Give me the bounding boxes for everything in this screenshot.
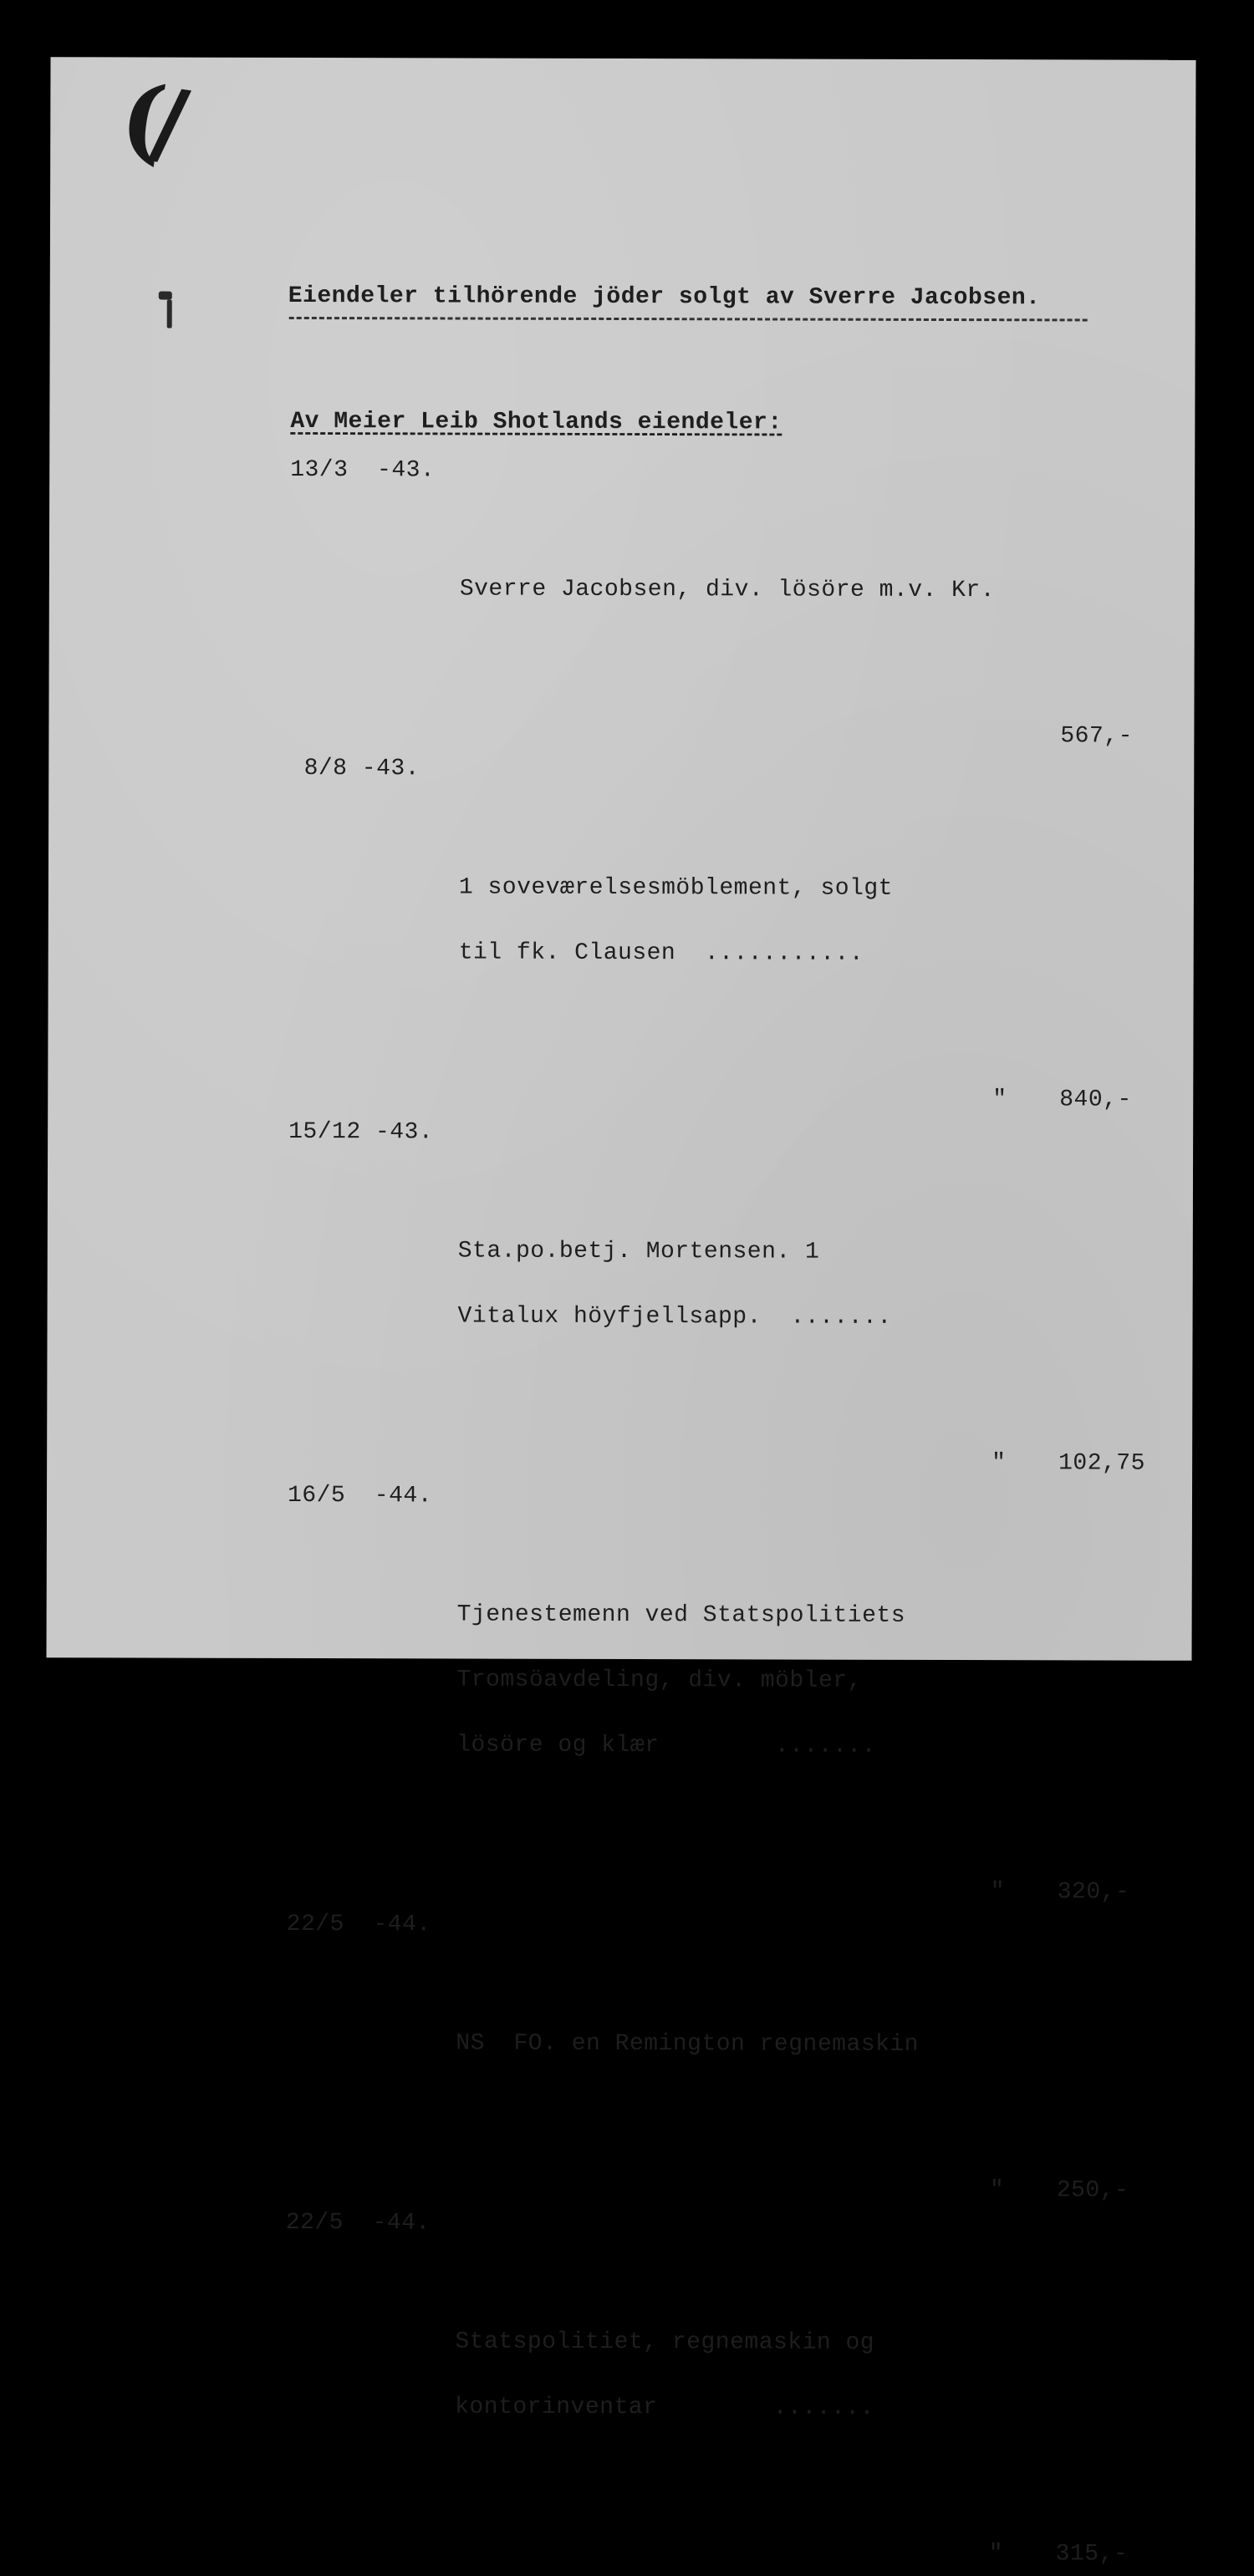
entry-line: Tromsöavdeling, div. möbler, (456, 1667, 862, 1694)
list-item (286, 1912, 1173, 2204)
section-heading: Av Meier Leib Shotlands eiendeler: (290, 408, 782, 436)
entry-ditto: " (990, 1879, 1006, 1906)
entry-line: lösöre og klær ....... (456, 1732, 877, 1759)
entry-ditto: " (989, 2177, 1005, 2204)
entry-ditto: " (991, 1450, 1007, 1477)
list-item (287, 1483, 1174, 1906)
entry-amount: 315,- (1055, 2541, 1129, 2568)
entry-date: 22/5 -44. (285, 2209, 431, 2237)
list-item (288, 756, 1175, 1113)
entry-date: 8/8 -43. (289, 755, 421, 782)
entry-date: 16/5 -44. (287, 1482, 433, 1509)
entry-amount: 250,- (1056, 2177, 1129, 2204)
entry-amount: 320,- (1057, 1879, 1130, 1906)
entry-ditto: " (992, 1087, 1007, 1113)
ink-mark (167, 300, 172, 328)
document-title: Eiendeler tilhörende jöder solgt av Sverre Jacobsen. (288, 283, 1041, 312)
entry-description (455, 2288, 928, 2462)
entry-line: Sverre Jacobsen, div. lösöre m.v. Kr. (459, 576, 996, 604)
entry-line: Sta.po.betj. Mortensen. 1 (457, 1238, 820, 1265)
entry-line: kontorinventar ....... (455, 2394, 874, 2421)
list-item (288, 1119, 1175, 1477)
entry-date: 22/5 -44. (286, 1911, 431, 1938)
handwritten-mark: (/ (114, 62, 183, 177)
entry-date: 15/12 -43. (288, 1118, 434, 1146)
entry-description (459, 833, 932, 1008)
entry-amount: 102,75 (1058, 1450, 1145, 1477)
entry-amount: 840,- (1059, 1087, 1132, 1113)
entry-date: 13/3 -43. (290, 456, 436, 484)
entry-line: Tjenestemenn ved Statspolitiets (456, 1601, 906, 1629)
entry-amount: 567,- (1060, 723, 1133, 750)
entry-description (456, 1989, 928, 2099)
document-sheet (46, 57, 1195, 2568)
entry-description (457, 1197, 930, 1372)
ink-mark (159, 292, 172, 300)
list-item (289, 457, 1176, 750)
entry-description (456, 1560, 930, 1800)
entry-line: Statspolitiet, regnemaskin og (455, 2329, 875, 2356)
entries-list (285, 457, 1177, 2576)
entry-line: Vitalux höyfjellsapp. ....... (457, 1303, 892, 1331)
entry-ditto: " (988, 2541, 1004, 2568)
entry-line: NS FO. en Remington regnemaskin (456, 2030, 920, 2058)
entry-line: 1 soveværelsesmöblement, solgt (458, 874, 894, 902)
list-item (285, 2210, 1172, 2568)
title-underline (289, 317, 1088, 322)
entry-line: til fk. Clausen ........... (458, 939, 864, 967)
entry-description (459, 535, 996, 645)
